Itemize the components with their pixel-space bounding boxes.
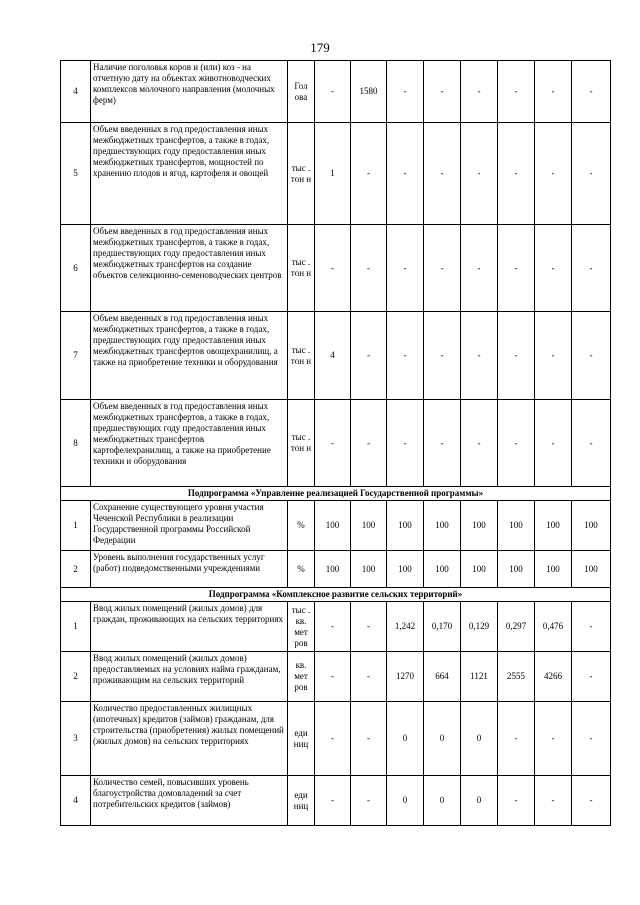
indicator-name: Ввод жилых помещений (жилых домов) для граждан, проживающих на сельских территориях bbox=[91, 602, 288, 652]
value-cell: - bbox=[315, 400, 351, 487]
value-cell: - bbox=[572, 312, 611, 400]
unit-of-measure: еди ниц bbox=[288, 776, 315, 826]
value-cell: 4 bbox=[315, 312, 351, 400]
value-cell: - bbox=[535, 776, 572, 826]
value-cell: - bbox=[498, 61, 535, 123]
value-cell: 1580 bbox=[351, 61, 387, 123]
value-cell: - bbox=[351, 400, 387, 487]
indicator-name: Сохранение существующего уровня участия Чеченской Республики в реализации Государственной программы Российской Федерации bbox=[91, 501, 288, 551]
section-title-rural: Подпрограмма «Комплексное развитие сельских территорий» bbox=[61, 588, 611, 602]
value-cell: - bbox=[461, 61, 498, 123]
value-cell: 100 bbox=[498, 551, 535, 588]
value-cell: - bbox=[424, 400, 461, 487]
unit-of-measure: Гол ова bbox=[288, 61, 315, 123]
value-cell: - bbox=[535, 123, 572, 225]
value-cell: 0 bbox=[387, 702, 424, 776]
value-cell: 0,129 bbox=[461, 602, 498, 652]
value-cell: - bbox=[572, 602, 611, 652]
value-cell: - bbox=[315, 225, 351, 312]
value-cell: - bbox=[315, 776, 351, 826]
value-cell: 1270 bbox=[387, 652, 424, 702]
value-cell: 100 bbox=[461, 551, 498, 588]
value-cell: - bbox=[351, 123, 387, 225]
value-cell: 100 bbox=[387, 501, 424, 551]
value-cell: 0,476 bbox=[535, 602, 572, 652]
value-cell: 2555 bbox=[498, 652, 535, 702]
table-row bbox=[61, 602, 611, 652]
unit-of-measure: % bbox=[288, 551, 315, 588]
value-cell: - bbox=[424, 225, 461, 312]
value-cell: 100 bbox=[498, 501, 535, 551]
unit-of-measure: тыс . тон н bbox=[288, 400, 315, 487]
value-cell: 0,170 bbox=[424, 602, 461, 652]
value-cell: - bbox=[498, 776, 535, 826]
value-cell: 100 bbox=[315, 501, 351, 551]
value-cell: - bbox=[498, 225, 535, 312]
value-cell: 4266 bbox=[535, 652, 572, 702]
value-cell: 100 bbox=[387, 551, 424, 588]
table-row bbox=[61, 776, 611, 826]
value-cell: 100 bbox=[315, 551, 351, 588]
table-body-agriculture bbox=[61, 61, 611, 487]
value-cell: - bbox=[315, 652, 351, 702]
value-cell: - bbox=[387, 312, 424, 400]
value-cell: 0 bbox=[461, 776, 498, 826]
indicator-name: Объем введенных в год предоставления иных межбюджетных трансфертов, а также в годах, предшествующих году предоставления иных межбюджетных трансфертов картофелехранилищ, а также на приобретение техники и оборудования bbox=[91, 400, 288, 487]
table-body-rural bbox=[61, 602, 611, 826]
value-cell: - bbox=[351, 776, 387, 826]
indicator-name: Объем введенных в год предоставления иных межбюджетных трансфертов, а также в годах, предшествующих году предоставления иных межбюджетных трансфертов, мощностей по хранению плодов и ягод, картофеля и овощей bbox=[91, 123, 288, 225]
value-cell: 0 bbox=[424, 776, 461, 826]
value-cell: - bbox=[535, 400, 572, 487]
row-number: 4 bbox=[61, 776, 91, 826]
page-number: 179 bbox=[310, 40, 330, 55]
row-number: 2 bbox=[61, 551, 91, 588]
value-cell: 100 bbox=[351, 501, 387, 551]
indicator-name: Наличие поголовья коров и (или) коз - на отчетную дату на объектах животноводческих комплексов молочного направления (молочных ферм) bbox=[91, 61, 288, 123]
indicator-name: Количество семей, повысивших уровень благоустройства домовладений за счет потребительских кредитов (займов) bbox=[91, 776, 288, 826]
value-cell: - bbox=[424, 123, 461, 225]
unit-of-measure: еди ниц bbox=[288, 702, 315, 776]
value-cell: - bbox=[461, 123, 498, 225]
value-cell: - bbox=[498, 312, 535, 400]
row-number: 7 bbox=[61, 312, 91, 400]
value-cell: - bbox=[351, 312, 387, 400]
value-cell: 100 bbox=[535, 551, 572, 588]
value-cell: 100 bbox=[572, 551, 611, 588]
table-body-rural-section bbox=[61, 588, 611, 602]
table-row bbox=[61, 702, 611, 776]
value-cell: 100 bbox=[351, 551, 387, 588]
value-cell: - bbox=[424, 61, 461, 123]
table-row bbox=[61, 61, 611, 123]
value-cell: - bbox=[387, 400, 424, 487]
section-title-management: Подпрограмма «Управление реализацией Государственной программы» bbox=[61, 487, 611, 501]
value-cell: - bbox=[387, 123, 424, 225]
value-cell: - bbox=[387, 61, 424, 123]
value-cell: 100 bbox=[424, 501, 461, 551]
value-cell: - bbox=[498, 702, 535, 776]
value-cell: - bbox=[387, 225, 424, 312]
value-cell: - bbox=[535, 61, 572, 123]
value-cell: 100 bbox=[461, 501, 498, 551]
row-number: 4 bbox=[61, 61, 91, 123]
row-number: 6 bbox=[61, 225, 91, 312]
section-header-row bbox=[61, 487, 611, 501]
value-cell: 0 bbox=[387, 776, 424, 826]
value-cell: 0 bbox=[461, 702, 498, 776]
value-cell: 100 bbox=[424, 551, 461, 588]
table-row bbox=[61, 123, 611, 225]
value-cell: - bbox=[351, 602, 387, 652]
unit-of-measure: % bbox=[288, 501, 315, 551]
unit-of-measure: кв. мет ров bbox=[288, 652, 315, 702]
row-number: 1 bbox=[61, 501, 91, 551]
table-row bbox=[61, 312, 611, 400]
value-cell: - bbox=[351, 702, 387, 776]
table-row bbox=[61, 400, 611, 487]
value-cell: - bbox=[572, 652, 611, 702]
value-cell: - bbox=[315, 602, 351, 652]
section-header-row bbox=[61, 588, 611, 602]
value-cell: 1 bbox=[315, 123, 351, 225]
indicators-table bbox=[60, 60, 611, 826]
value-cell: - bbox=[572, 702, 611, 776]
value-cell: 1,242 bbox=[387, 602, 424, 652]
value-cell: - bbox=[535, 225, 572, 312]
row-number: 1 bbox=[61, 602, 91, 652]
value-cell: 1121 bbox=[461, 652, 498, 702]
value-cell: - bbox=[315, 702, 351, 776]
value-cell: - bbox=[498, 400, 535, 487]
value-cell: - bbox=[572, 61, 611, 123]
row-number: 5 bbox=[61, 123, 91, 225]
row-number: 2 bbox=[61, 652, 91, 702]
unit-of-measure: тыс . тон н bbox=[288, 123, 315, 225]
value-cell: 0 bbox=[424, 702, 461, 776]
value-cell: - bbox=[461, 400, 498, 487]
unit-of-measure: тыс . кв. мет ров bbox=[288, 602, 315, 652]
value-cell: 100 bbox=[572, 501, 611, 551]
value-cell: - bbox=[498, 123, 535, 225]
value-cell: - bbox=[461, 225, 498, 312]
indicator-name: Уровень выполнения государственных услуг (работ) подведомственными учреждениями bbox=[91, 551, 288, 588]
unit-of-measure: тыс . тон н bbox=[288, 312, 315, 400]
unit-of-measure: тыс . тон н bbox=[288, 225, 315, 312]
value-cell: - bbox=[351, 225, 387, 312]
table-row bbox=[61, 551, 611, 588]
indicator-name: Объем введенных в год предоставления иных межбюджетных трансфертов, а также в годах, предшествующих году предоставления иных межбюджетных трансфертов на создание объектов селекционно-семеноводческих центров bbox=[91, 225, 288, 312]
row-number: 8 bbox=[61, 400, 91, 487]
value-cell: 100 bbox=[535, 501, 572, 551]
indicator-name: Ввод жилых помещений (жилых домов) предоставляемых на условиях найма гражданам, проживающим на сельских территорий bbox=[91, 652, 288, 702]
value-cell: 0,297 bbox=[498, 602, 535, 652]
value-cell: - bbox=[572, 400, 611, 487]
table-body-management bbox=[61, 501, 611, 588]
indicator-name: Объем введенных в год предоставления иных межбюджетных трансфертов, а также в годах, предшествующих году предоставления иных межбюджетных трансфертов овощехранилищ, а также на приобретение техники и оборудования bbox=[91, 312, 288, 400]
table-row bbox=[61, 652, 611, 702]
table-row bbox=[61, 501, 611, 551]
value-cell: - bbox=[572, 225, 611, 312]
table-body-management-section bbox=[61, 487, 611, 501]
value-cell: - bbox=[424, 312, 461, 400]
table-row bbox=[61, 225, 611, 312]
value-cell: - bbox=[461, 312, 498, 400]
value-cell: - bbox=[572, 776, 611, 826]
indicator-name: Количество предоставленных жилищных (ипотечных) кредитов (займов) гражданам, для строительства (приобретения) жилых помещений (жилых домов) на сельских территориях bbox=[91, 702, 288, 776]
value-cell: - bbox=[535, 312, 572, 400]
value-cell: - bbox=[535, 702, 572, 776]
value-cell: - bbox=[572, 123, 611, 225]
value-cell: - bbox=[351, 652, 387, 702]
value-cell: - bbox=[315, 61, 351, 123]
value-cell: 664 bbox=[424, 652, 461, 702]
row-number: 3 bbox=[61, 702, 91, 776]
